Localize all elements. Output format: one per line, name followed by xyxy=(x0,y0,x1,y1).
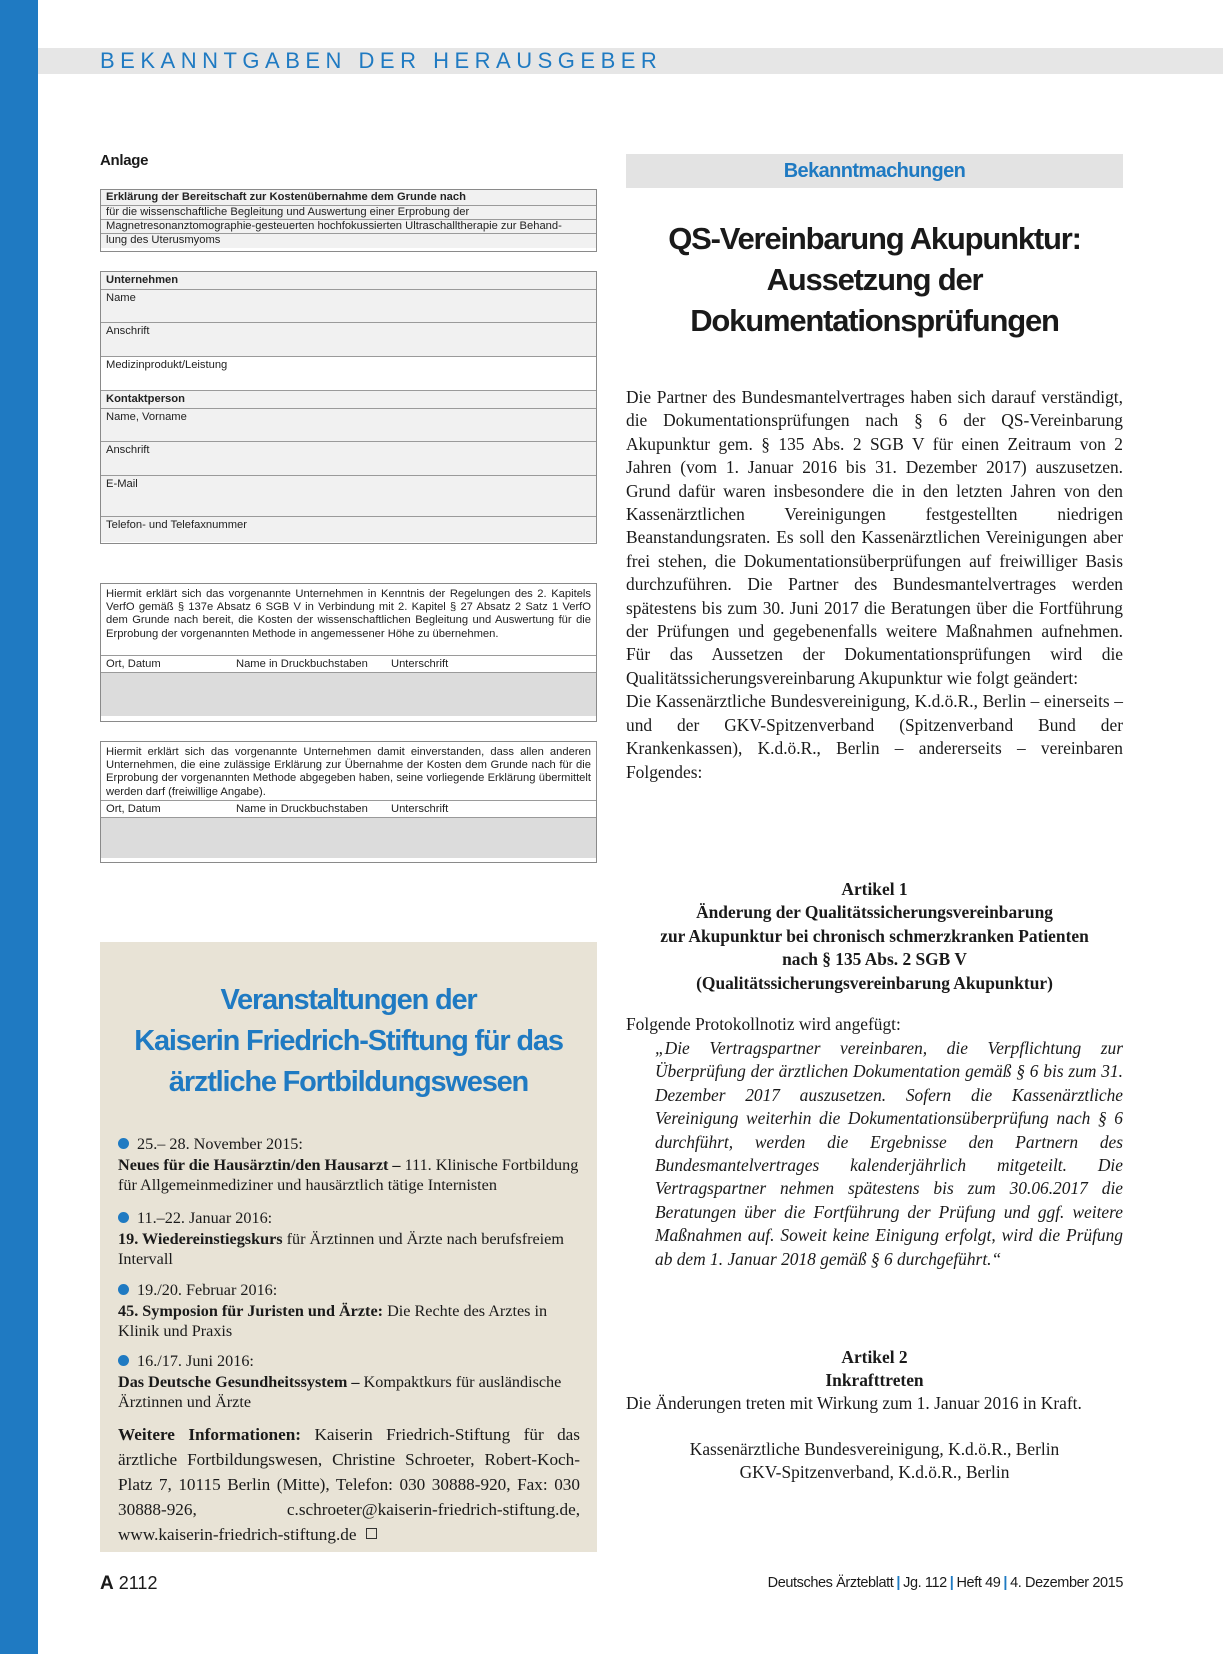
form-product-label: Medizinprodukt/Leistung xyxy=(106,359,228,371)
more-info-label: Weitere Informationen: xyxy=(118,1425,302,1444)
bekanntmachungen-band: Bekanntmachungen xyxy=(626,154,1123,188)
form-address-field[interactable] xyxy=(101,323,596,357)
form-contact-name-field[interactable] xyxy=(101,409,596,442)
signatory-kbv: Kassenärztliche Bundesvereinigung, K.d.ö.R., Berlin xyxy=(689,1439,1060,1459)
name-druck-label-2: Name in Druckbuchstaben xyxy=(236,803,368,815)
form-unternehmen-label: Unternehmen xyxy=(106,274,179,286)
event-bold: 45. Symposion für Juristen und Ärzte: xyxy=(118,1301,384,1320)
anlage-label: Anlage xyxy=(100,152,149,169)
event-text: für Ärztinnen und Ärzte nach berufsfreiem Intervall xyxy=(118,1229,564,1268)
article-intro xyxy=(626,386,1123,784)
form-contact-address-field[interactable] xyxy=(101,442,596,476)
form-title-box xyxy=(100,189,597,252)
form-phone-field[interactable] xyxy=(101,517,596,542)
event-bold: Neues für die Hausärztin/den Hausarzt – xyxy=(118,1155,401,1174)
article-parties-text: Die Kassenärztliche Bundesvereinigung, K.d.ö.R., Berlin – einerseits – und der GKV-Spitzenverband (Spitzenverband Bund der Krankenkassen), K.d.ö.R., Berlin – andererseits – vereinbaren Folgendes: xyxy=(626,691,1123,782)
event-item xyxy=(118,1134,580,1196)
journal-volume: Jg. 112 xyxy=(903,1575,947,1591)
events-more-info xyxy=(118,1422,580,1547)
section-title: BEKANNTGABEN DER HERAUSGEBER xyxy=(100,48,663,73)
event-bold: Das Deutsche Gesundheitssystem – xyxy=(118,1372,360,1391)
artikel2-heading xyxy=(626,1346,1123,1393)
event-text: Die Rechte des Arztes in Klinik und Praxis xyxy=(118,1301,548,1340)
bullet-icon xyxy=(118,1284,129,1295)
artikel1-line5: (Qualitätssicherungsvereinbarung Akupunktur) xyxy=(696,972,1053,993)
form-title-line3: Magnetresonanztomographie-gesteuerten hochfokussierten Ultraschalltherapie zur Behand- xyxy=(106,220,562,232)
article-title xyxy=(626,218,1123,341)
separator: | xyxy=(896,1575,901,1591)
form-contact-name-label: Name, Vorname xyxy=(106,411,187,423)
form-declaration2-text: Hiermit erklärt sich das vorgenannte Unternehmen damit einverstanden, dass allen anderen Unternehmen, die eine zulässige Erklärung zur Übernahme der Kosten dem Grunde nach für die Erprobung der vorgenannten Methode abgegeben haben, seine vorliegende Erklärung übermittelt werden darf (freiwillige Angabe). xyxy=(101,742,596,801)
side-accent-bar xyxy=(0,0,38,1654)
form-declaration2-box xyxy=(100,741,597,863)
ort-datum-label-2: Ort, Datum xyxy=(106,803,161,815)
event-text: Kompaktkurs für ausländische Ärztinnen und Ärzte xyxy=(118,1372,562,1411)
form-email-label: E-Mail xyxy=(106,478,138,490)
article-title-line3: Dokumentationsprüfungen xyxy=(690,303,1059,338)
bullet-icon xyxy=(118,1355,129,1366)
separator: | xyxy=(1003,1575,1008,1591)
form-signature-field-2[interactable] xyxy=(101,818,596,858)
form-company-box xyxy=(100,271,597,544)
event-item xyxy=(118,1208,580,1270)
form-address-label: Anschrift xyxy=(106,325,150,337)
signatory-gkv: GKV-Spitzenverband, K.d.ö.R., Berlin xyxy=(739,1462,1010,1483)
form-email-field[interactable] xyxy=(101,476,596,517)
article-title-line1: QS-Vereinbarung Akupunktur: xyxy=(668,221,1081,256)
event-date: 19./20. Februar 2016: xyxy=(137,1281,278,1299)
form-declaration1-text: Hiermit erklärt sich das vorgenannte Unternehmen in Kenntnis der Regelungen des 2. Kapitels VerfO gemäß § 137e Absatz 6 SGB V in Verbindung mit 2. Kapitel § 27 Absatz 2 Satz 1 VerfO dem Grunde nach bereit, die Kosten der wissenschaftlichen Begleitung und Auswertung für die Erprobung der vorgenannten Methode in angemessener Höhe zu übernehmen. xyxy=(101,584,596,656)
form-signature-labels-1 xyxy=(101,656,596,673)
event-text: 111. Klinische Fortbildung für Allgemeinmediziner und hausärztlich tätige Internisten xyxy=(118,1155,579,1194)
ort-datum-label: Ort, Datum xyxy=(106,658,161,670)
event-date: 16./17. Juni 2016: xyxy=(137,1352,254,1370)
page-number xyxy=(100,1573,157,1595)
journal-date: 4. Dezember 2015 xyxy=(1010,1575,1123,1591)
event-date: 25.– 28. November 2015: xyxy=(137,1135,303,1153)
bullet-icon xyxy=(118,1212,129,1223)
more-info-text: Kaiserin Friedrich-Stiftung für das ärztliche Fortbildungswesen, Christine Schroeter, Robert-Koch-Platz 7, 10115 Berlin (Mitte), Telefon: 030 30888-920, Fax: 030 30888-926, c.schroeter@kaiserin-friedrich-stiftung.de, www.kaiserin-friedrich-stiftung.de xyxy=(118,1425,580,1544)
unterschrift-label: Unterschrift xyxy=(391,658,449,670)
event-bold: 19. Wiedereinstiegskurs xyxy=(118,1229,283,1248)
artikel1-line1: Artikel 1 xyxy=(841,879,908,899)
events-title-line2: Kaiserin Friedrich-Stiftung für das xyxy=(134,1025,563,1057)
page-number-value: 2112 xyxy=(118,1573,158,1593)
name-druck-label: Name in Druckbuchstaben xyxy=(236,658,368,670)
separator: | xyxy=(949,1575,954,1591)
bullet-icon xyxy=(118,1138,129,1149)
events-box xyxy=(100,942,597,1552)
artikel2-line1: Artikel 2 xyxy=(841,1347,908,1367)
form-name-field[interactable] xyxy=(101,290,596,323)
form-declaration1-box xyxy=(100,583,597,722)
form-contact-label: Kontaktperson xyxy=(106,393,185,405)
event-item xyxy=(118,1351,580,1413)
form-product-field[interactable] xyxy=(101,357,596,391)
form-phone-label: Telefon- und Telefaxnummer xyxy=(106,519,247,531)
artikel1-line4: nach § 135 Abs. 2 SGB V xyxy=(782,949,967,970)
journal-name: Deutsches Ärzteblatt xyxy=(767,1575,894,1591)
event-item xyxy=(118,1280,580,1342)
artikel2-text: Die Änderungen treten mit Wirkung zum 1. Januar 2016 in Kraft. xyxy=(626,1393,1082,1413)
form-title-line4: lung des Uterusmyoms xyxy=(106,234,221,246)
form-signature-field-1[interactable] xyxy=(101,673,596,716)
events-title xyxy=(100,980,597,1103)
article-intro-text: Die Partner des Bundesmantelvertrages haben sich darauf verständigt, die Dokumentationsprüfungen nach § 6 der QS-Vereinbarung Akupunktur gem. § 135 Abs. 2 SGB V für einen Zeitraum von 2 Jahren (vom 1. Januar 2016 bis 31. Dezember 2017) auszusetzen. Grund dafür waren insbesondere die in den letzten Jahren von den Kassenärztlichen Vereinigungen festgestellten niedrigen Beanstandungsraten. Es soll den Kassenärztlichen Vereinigungen aber frei stehen, die Dokumentationsüberprüfungen auf freiwilliger Basis durchzuführen. Die Partner des Bundesmantelvertrages werden spätestens bis zum 30. Juni 2017 die Beratungen über die Fortführung der Prüfungen und gegebenenfalls weitere Maßnahmen aufnehmen. Für das Aussetzen der Dokumentationsprüfungen wird die Qualitätssicherungsvereinbarung Akupunktur wie folgt geändert: xyxy=(626,387,1123,688)
form-title-line1: Erklärung der Bereitschaft zur Kostenübernahme dem Grunde nach xyxy=(106,191,466,203)
artikel1-heading xyxy=(626,878,1123,995)
protokoll-quote: „Die Vertragspartner vereinbaren, die Verpflichtung zur Überprüfung der ärztlichen Dokumentation gemäß § 6 bis zum 31. Dezember 2017 auszusetzen. Sofern die Kassenärztliche Vereinigung weiterhin die Dokumentationsüberprüfung nach § 6 durchführt, werden die Ergebnisse den Partnern des Bundesmantelvertrages kalenderjährlich mitgeteilt. Die Vertragspartner nehmen spätestens bis zum 30.06.2017 die Beratungen über die Fortführung der Prüfung und ggf. weitere Maßnahmen auf. Soweit keine Einigung erfolgt, wird die Prüfung ab dem 1. Januar 2018 gemäß § 6 durchgeführt.“ xyxy=(655,1038,1123,1269)
form-title-line2: für die wissenschaftliche Begleitung und Auswertung einer Erprobung der xyxy=(106,206,470,218)
protokoll-intro: Folgende Protokollnotiz wird angefügt: xyxy=(626,1014,901,1034)
page-prefix: A xyxy=(100,1573,114,1594)
event-date: 11.–22. Januar 2016: xyxy=(137,1209,273,1227)
events-title-line3: ärztliche Fortbildungswesen xyxy=(168,1066,529,1098)
end-square-icon xyxy=(366,1528,377,1539)
signatories xyxy=(626,1438,1123,1485)
artikel1-line3: zur Akupunktur bei chronisch schmerzkranken Patienten xyxy=(660,925,1089,946)
form-contact-address-label: Anschrift xyxy=(106,444,150,456)
journal-info xyxy=(768,1575,1123,1591)
article-title-line2: Aussetzung der xyxy=(766,262,983,297)
unterschrift-label-2: Unterschrift xyxy=(391,803,449,815)
artikel1-line2: Änderung der Qualitätssicherungsvereinbarung xyxy=(696,902,1053,923)
form-name-label: Name xyxy=(106,292,136,304)
form-signature-labels-2 xyxy=(101,801,596,818)
events-title-line1: Veranstaltungen der xyxy=(220,984,477,1016)
artikel2-line2: Inkrafttreten xyxy=(825,1370,924,1391)
journal-issue: Heft 49 xyxy=(956,1575,1001,1591)
